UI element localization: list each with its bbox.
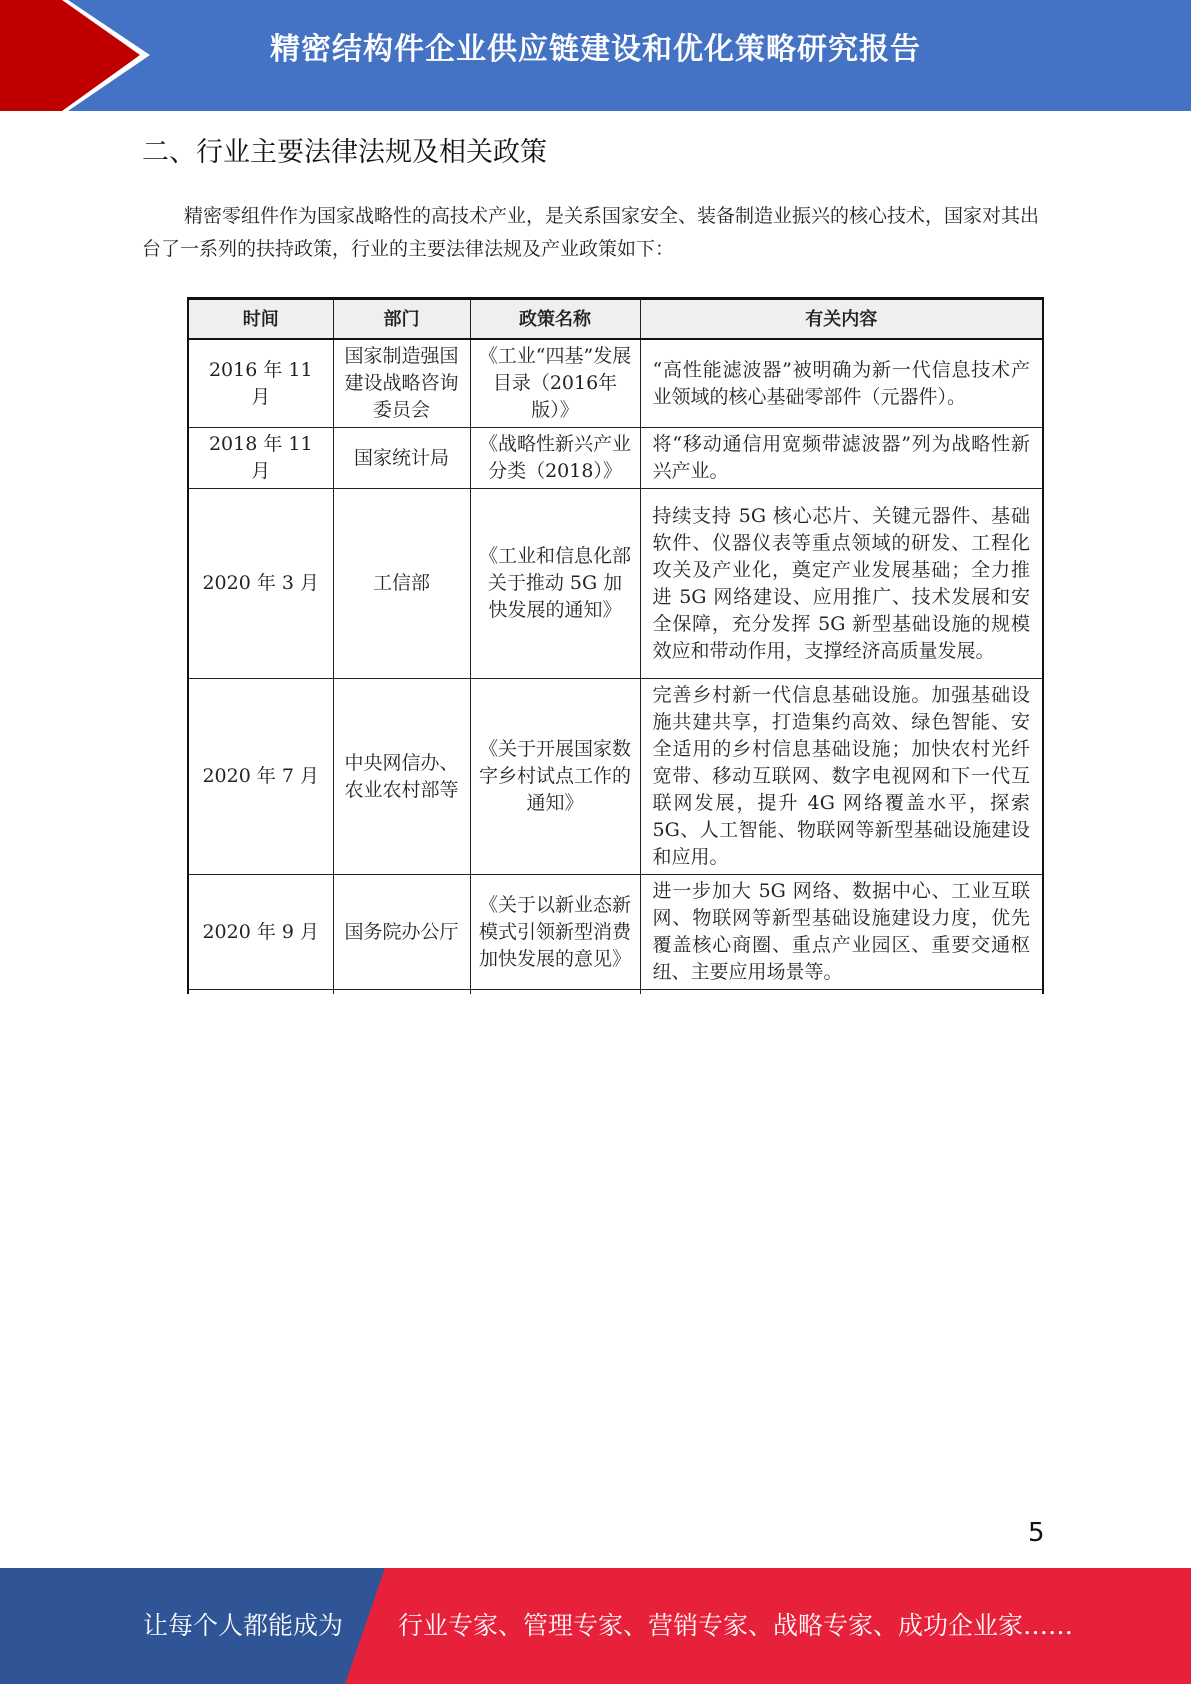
- cell-content: 持续支持 5G 核心芯片、关键元器件、基础软件、仪器仪表等重点领域的研发、工程化攻关及产业化，奠定产业发展基础；全力推进 5G 网络建设、应用推广、技术发展和安全保障，充分发挥 5G 新型基础设施的规模效应和带动作用，支撑经济高质量发展。: [640, 489, 1043, 679]
- cell-time: 2018 年 11 月: [188, 428, 333, 489]
- table-row: [188, 489, 1043, 679]
- cell-dept: 中央网信办、农业农村部等: [333, 679, 470, 875]
- header-banner: [0, 0, 1191, 111]
- cell-content: 进一步加大 5G 网络、数据中心、工业互联网、物联网等新型基础设施建设力度，优先覆盖核心商圈、重点产业园区、重要交通枢纽、主要应用场景等。: [640, 875, 1043, 990]
- cell-name: 《工业和信息化部关于推动 5G 加快发展的通知》: [470, 489, 640, 679]
- cell-time: 2020 年 3 月: [188, 489, 333, 679]
- chevron-arrow-icon: [0, 0, 160, 111]
- cell-dept: 国家制造强国建设战略咨询委员会: [333, 339, 470, 428]
- cell-name: 《关于以新业态新模式引领新型消费加快发展的意见》: [470, 875, 640, 990]
- section-title: 二、行业主要法律法规及相关政策: [142, 137, 547, 168]
- cell-time: 2020 年 9 月: [188, 875, 333, 990]
- cell-dept: 工信部: [333, 489, 470, 679]
- cell-time: 2020 年 7 月: [188, 679, 333, 875]
- cell-time: 2016 年 11 月: [188, 339, 333, 428]
- policy-table: [187, 297, 1044, 994]
- table-header-row: [188, 299, 1043, 340]
- table-row: [188, 679, 1043, 875]
- table-row: [188, 339, 1043, 428]
- cell-content: “高性能滤波器”被明确为新一代信息技术产业领域的核心基础零部件（元器件）。: [640, 339, 1043, 428]
- table-continuation: [188, 990, 1043, 995]
- header-name: 政策名称: [470, 299, 640, 340]
- cell-name: 《工业“四基”发展目录（2016年版）》: [470, 339, 640, 428]
- cell-name: 《战略性新兴产业分类（2018）》: [470, 428, 640, 489]
- header-content: 有关内容: [640, 299, 1043, 340]
- cell-content: 完善乡村新一代信息基础设施。加强基础设施共建共享，打造集约高效、绿色智能、安全适用的乡村信息基础设施；加快农村光纤宽带、移动互联网、数字电视网和下一代互联网发展，提升 4G 网络覆盖水平，探索 5G、人工智能、物联网等新型基础设施建设和应用。: [640, 679, 1043, 875]
- footer-slogan-right: 行业专家、管理专家、营销专家、战略专家、成功企业家……: [398, 1611, 1074, 1640]
- intro-paragraph: 精密零组件作为国家战略性的高技术产业，是关系国家安全、装备制造业振兴的核心技术，国家对其出台了一系列的扶持政策，行业的主要法律法规及产业政策如下：: [142, 205, 1040, 260]
- table-row: [188, 875, 1043, 990]
- cell-name: 《关于开展国家数字乡村试点工作的通知》: [470, 679, 640, 875]
- cell-dept: 国务院办公厅: [333, 875, 470, 990]
- cell-content: 将“移动通信用宽频带滤波器”列为战略性新兴产业。: [640, 428, 1043, 489]
- report-title: 精密结构件企业供应链建设和优化策略研究报告: [270, 32, 921, 67]
- footer-slogan-left: 让每个人都能成为: [143, 1611, 344, 1640]
- header-time: 时间: [188, 299, 333, 340]
- page-number: 5: [1028, 1518, 1045, 1548]
- header-dept: 部门: [333, 299, 470, 340]
- footer-banner: [0, 1568, 1191, 1684]
- table-row: [188, 428, 1043, 489]
- cell-dept: 国家统计局: [333, 428, 470, 489]
